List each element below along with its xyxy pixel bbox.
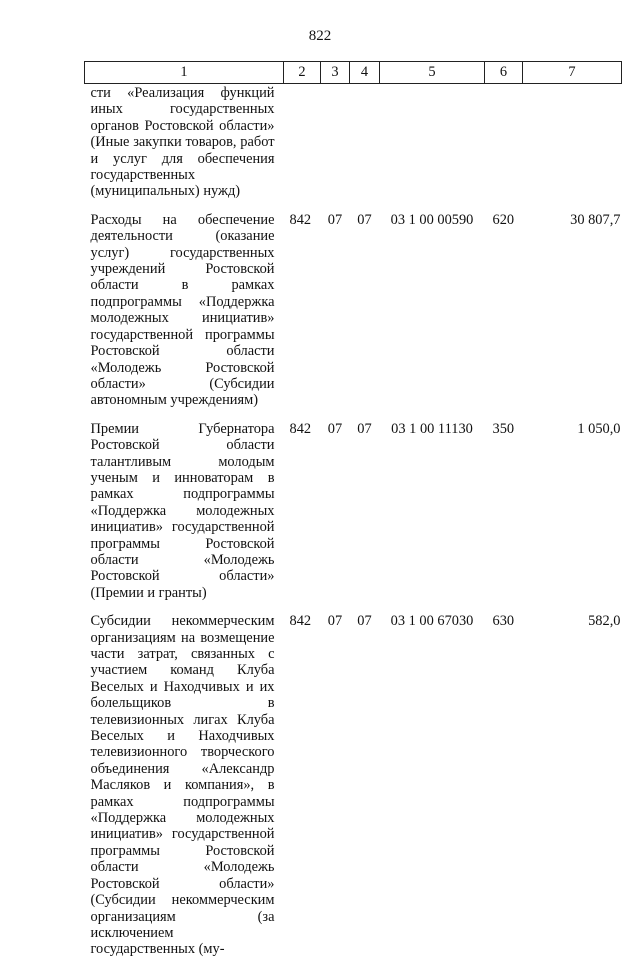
row-podrazdel: 07	[357, 211, 372, 228]
table-row	[85, 212, 622, 421]
row-vr: 350	[492, 420, 515, 437]
row-description: Премии Губернатора Ростовской области талантливым молодым ученым и инноваторам в рамках подпрограммы «Поддержка молодежных инициатив» государственной программы Ростовской области «Молодежь Ростовской области» (Премии и гранты)	[90, 420, 275, 601]
row-razdel: 07	[327, 420, 343, 437]
row-vr: 620	[492, 211, 515, 228]
column-header-4: 4	[350, 62, 380, 84]
row-razdel: 07	[327, 211, 343, 228]
row-sum: 1 050,0	[577, 420, 621, 437]
row-razdel: 07	[327, 613, 343, 630]
column-header-3: 3	[321, 62, 350, 84]
budget-table	[84, 61, 622, 970]
row-podrazdel: 07	[357, 420, 372, 437]
row-ved: 842	[289, 211, 312, 228]
row-csr: 03 1 00 00590	[390, 211, 474, 228]
row-ved: 842	[289, 420, 312, 437]
row-vr	[485, 84, 523, 212]
table-row	[85, 613, 622, 970]
column-header-5: 5	[380, 62, 485, 84]
row-csr	[380, 84, 485, 212]
column-header-7: 7	[523, 62, 622, 84]
column-header-6: 6	[485, 62, 523, 84]
row-ved	[284, 84, 321, 212]
table-row	[85, 421, 622, 613]
row-sum: 30 807,7	[570, 211, 621, 228]
row-description: сти «Реализация функций иных государственных органов Ростовской области» (Иные закупки товаров, работ и услуг для обеспечения государственных (муниципальных) нужд)	[90, 85, 275, 200]
row-vr: 630	[492, 613, 515, 630]
column-header-1: 1	[85, 62, 284, 84]
row-sum	[523, 84, 622, 212]
row-ved: 842	[289, 613, 312, 630]
row-csr: 03 1 00 67030	[390, 613, 474, 630]
row-description: Субсидии некоммерческим организациям на возмещение части затрат, связанных с участием команд Клуба Веселых и Находчивых и их болельщиков в телевизионных лигах Клуба Веселых и Находчивых телевизионного творческого объединения «Александр Масляков и компания», в рамках подпрограммы «Поддержка молодежных инициатив» государственной программы Ростовской области «Молодежь Ростовской области» (Субсидии некоммерческим организациям (за исключением государственных (му-	[90, 613, 275, 958]
row-podrazdel: 07	[357, 613, 372, 630]
row-description: Расходы на обеспечение деятельности (оказание услуг) государственных учреждений Ростовской области в рамках подпрограммы «Поддержка молодежных инициатив» государственной программы Ростовской области «Молодежь Ростовской области» (Субсидии автономным учреждениям)	[90, 211, 275, 409]
column-header-2: 2	[284, 62, 321, 84]
header-row	[85, 62, 622, 84]
row-sum: 582,0	[588, 613, 621, 630]
row-razdel	[321, 84, 350, 212]
page-number: 822	[308, 28, 332, 44]
row-podrazdel	[350, 84, 380, 212]
row-csr: 03 1 00 11130	[391, 420, 473, 437]
table-row	[85, 84, 622, 212]
